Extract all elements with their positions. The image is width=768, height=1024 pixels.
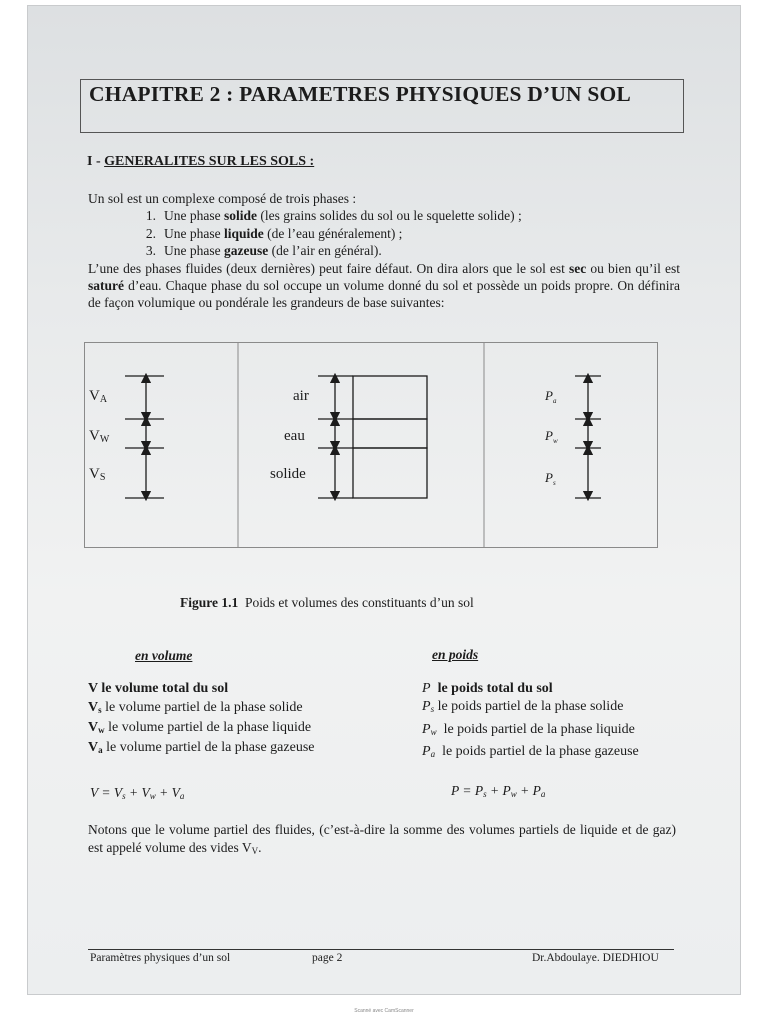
caption-text: Poids et volumes des constituants d’un sol (245, 595, 474, 610)
weight-def-liquid: $P_w$ le poids partiel de la phase liquide (422, 722, 635, 737)
label-eau: eau (284, 428, 305, 444)
section-number: I - (87, 154, 105, 169)
section-title: GENERALITES SUR LES SOLS : (104, 154, 315, 169)
solid-block (353, 448, 427, 498)
volume-equation: $V = V_s + V_w + V_a$ (90, 785, 185, 801)
label-vw: VW (89, 428, 110, 445)
label-pa: $P_a$ (545, 388, 557, 405)
label-va: VA (89, 388, 108, 405)
weight-def-gas: $P_a$ le poids partiel de la phase gazeuse (422, 744, 639, 759)
caption-label: Figure 1.1 (180, 595, 239, 610)
document-page (28, 6, 740, 994)
chapter-title-box (80, 79, 684, 133)
phase-dimension-lines (318, 376, 353, 498)
weight-dimension-lines (575, 376, 601, 498)
figure-phase-diagram (84, 342, 658, 548)
weight-def-total: P le poids total du sol (422, 681, 553, 696)
air-block (353, 376, 427, 419)
water-block (353, 419, 427, 448)
chapter-title: CHAPITRE 2 : PARAMETRES PHYSIQUES D’UN SOL (89, 82, 631, 106)
phase-diagram-svg (85, 343, 657, 547)
label-vs: VS (89, 466, 106, 483)
phase-list (88, 207, 680, 260)
footer-right: Dr.Abdoulaye. DIEDHIOU (532, 952, 659, 964)
footer-left: Paramètres physiques d’un sol (90, 952, 231, 964)
volume-dimension-lines (125, 376, 164, 498)
label-pw: $P_w$ (545, 428, 558, 445)
label-air: air (293, 388, 309, 404)
volume-def-solid: $V_s$ le volume partiel de la phase solide (88, 700, 303, 715)
volume-heading: en volume (135, 648, 193, 663)
intro-text: Un sol est un complexe composé de trois phases : (88, 191, 357, 206)
list-item: 3. Une phase gazeuse (de l’air en général). (145, 243, 382, 258)
weight-def-solid: $P_s$ le poids partiel de la phase solide (422, 699, 624, 714)
figure-caption (180, 595, 474, 611)
section-heading (87, 154, 314, 170)
weight-heading: en poids (432, 647, 479, 662)
weight-equation: $P = P_s + P_w + P_a$ (451, 783, 546, 799)
volume-def-gas: $V_a$ le volume partiel de la phase gazeuse (88, 740, 315, 755)
list-item: 1. Une phase solide (les grains solides du sol ou le squelette solide) ; (145, 208, 522, 223)
intro-block (88, 190, 680, 311)
footer-page: page 2 (312, 952, 343, 964)
volume-def-liquid: $V_w$ le volume partiel de la phase liquide (88, 720, 312, 735)
label-solide: solide (270, 466, 306, 482)
scanner-watermark: Scanné avec CamScanner (354, 1008, 414, 1014)
list-item: 2. Une phase liquide (de l’eau généralement) ; (145, 225, 403, 241)
body-paragraph: L’une des phases fluides (deux dernières) peut faire défaut. On dira alors que le sol est sec ou bien qu’il est saturé d’eau. Chaque phase du sol occupe un volume donné du sol et possède un poids propre. On définira de façon volumique ou pondérale les grandeurs de base suivantes: (88, 260, 680, 310)
phase-blocks (353, 376, 427, 498)
footer-rule (88, 949, 674, 950)
label-ps: $P_s$ (545, 470, 556, 487)
note-paragraph: Notons que le volume partiel des fluides, (c’est-à-dire la somme des volumes partiels de liquide et de gaz) est appelé volume des vides $V_V$. (88, 822, 676, 856)
volume-def-total: V le volume total du sol (88, 681, 229, 696)
